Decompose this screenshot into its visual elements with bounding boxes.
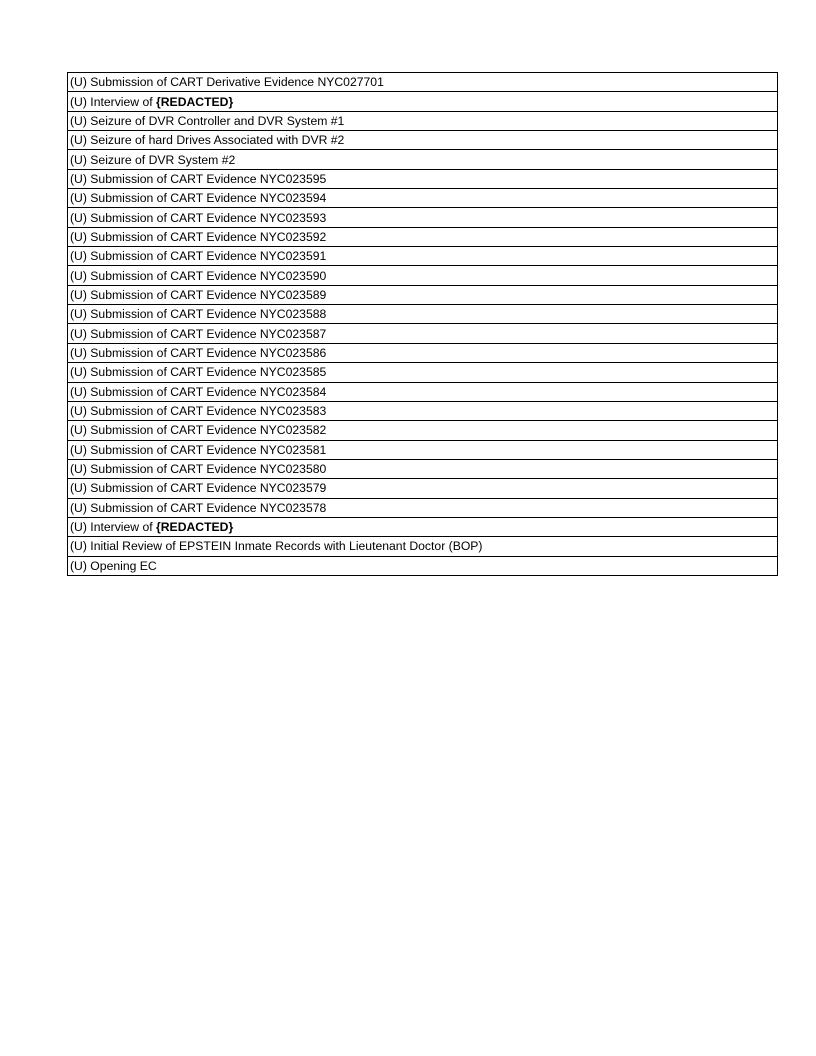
record-title-text: (U) Initial Review of EPSTEIN Inmate Records with Lieutenant Doctor (BOP)	[70, 539, 483, 554]
table-cell	[68, 440, 778, 459]
record-title-text: (U) Submission of CART Evidence NYC023595	[70, 171, 327, 186]
table-row	[68, 266, 778, 285]
table-cell	[68, 363, 778, 382]
record-title-text: (U) Submission of CART Evidence NYC023579	[70, 481, 327, 496]
record-title-text: (U) Seizure of hard Drives Associated with DVR #2	[70, 133, 345, 148]
table-row	[68, 73, 778, 92]
table-cell	[68, 459, 778, 478]
record-title-text: (U) Submission of CART Evidence NYC023580	[70, 462, 327, 477]
record-title-text: (U) Submission of CART Evidence NYC023588	[70, 307, 327, 322]
table-cell	[68, 169, 778, 188]
table-cell	[68, 556, 778, 575]
table-cell	[68, 537, 778, 556]
record-title-text: (U) Submission of CART Evidence NYC023591	[70, 249, 327, 264]
record-title-text: (U) Submission of CART Evidence NYC023592	[70, 229, 327, 244]
table-cell	[68, 73, 778, 92]
table-cell	[68, 498, 778, 517]
table-row	[68, 247, 778, 266]
table-row	[68, 92, 778, 111]
table-cell	[68, 131, 778, 150]
record-title-text: (U) Submission of CART Evidence NYC023586	[70, 345, 327, 360]
table-cell	[68, 479, 778, 498]
table-row	[68, 363, 778, 382]
record-title-text: (U) Submission of CART Evidence NYC023587	[70, 326, 327, 341]
table-row	[68, 305, 778, 324]
record-title-text: (U) Interview of	[70, 94, 157, 109]
record-title-text: (U) Interview of	[70, 520, 157, 535]
record-title-text: (U) Submission of CART Evidence NYC023582	[70, 423, 327, 438]
table-cell	[68, 92, 778, 111]
table-row	[68, 421, 778, 440]
record-title-text: (U) Submission of CART Evidence NYC023590	[70, 268, 327, 283]
table-row	[68, 169, 778, 188]
table-row	[68, 479, 778, 498]
table-cell	[68, 305, 778, 324]
table-row	[68, 517, 778, 536]
table-row	[68, 227, 778, 246]
record-title-text: (U) Submission of CART Evidence NYC023584	[70, 384, 327, 399]
table-row	[68, 208, 778, 227]
record-title-text: (U) Submission of CART Evidence NYC023589	[70, 287, 327, 302]
table-cell	[68, 401, 778, 420]
table-row	[68, 111, 778, 130]
table-row	[68, 556, 778, 575]
table-row	[68, 131, 778, 150]
table-cell	[68, 343, 778, 362]
record-title-text: (U) Submission of CART Evidence NYC023593	[70, 210, 327, 225]
record-title-text: (U) Submission of CART Evidence NYC023578	[70, 500, 327, 515]
table-row	[68, 189, 778, 208]
record-title-text: (U) Submission of CART Evidence NYC023581	[70, 442, 327, 457]
record-title-text: (U) Submission of CART Evidence NYC023583	[70, 404, 327, 419]
table-cell	[68, 266, 778, 285]
table-cell	[68, 382, 778, 401]
table-row	[68, 537, 778, 556]
records-table	[67, 72, 778, 576]
table-cell	[68, 324, 778, 343]
table-cell	[68, 421, 778, 440]
table-row	[68, 382, 778, 401]
table-row	[68, 459, 778, 478]
table-cell	[68, 285, 778, 304]
table-row	[68, 440, 778, 459]
table-row	[68, 150, 778, 169]
table-cell	[68, 247, 778, 266]
record-title-text: (U) Submission of CART Evidence NYC023594	[70, 191, 327, 206]
table-cell	[68, 517, 778, 536]
record-title-text: (U) Seizure of DVR Controller and DVR System #1	[70, 113, 345, 128]
record-title-text: (U) Submission of CART Evidence NYC023585	[70, 365, 327, 380]
table-cell	[68, 227, 778, 246]
redacted-text: {REDACTED}	[156, 520, 234, 535]
table-cell	[68, 150, 778, 169]
record-title-text: (U) Submission of CART Derivative Evidence NYC027701	[70, 75, 384, 90]
table-row	[68, 285, 778, 304]
table-row	[68, 498, 778, 517]
table-cell	[68, 189, 778, 208]
records-table-body	[68, 73, 778, 576]
table-cell	[68, 208, 778, 227]
table-row	[68, 343, 778, 362]
table-row	[68, 401, 778, 420]
redacted-text: {REDACTED}	[156, 94, 234, 109]
table-cell	[68, 111, 778, 130]
record-title-text: (U) Opening EC	[70, 558, 157, 573]
table-row	[68, 324, 778, 343]
record-title-text: (U) Seizure of DVR System #2	[70, 152, 236, 167]
